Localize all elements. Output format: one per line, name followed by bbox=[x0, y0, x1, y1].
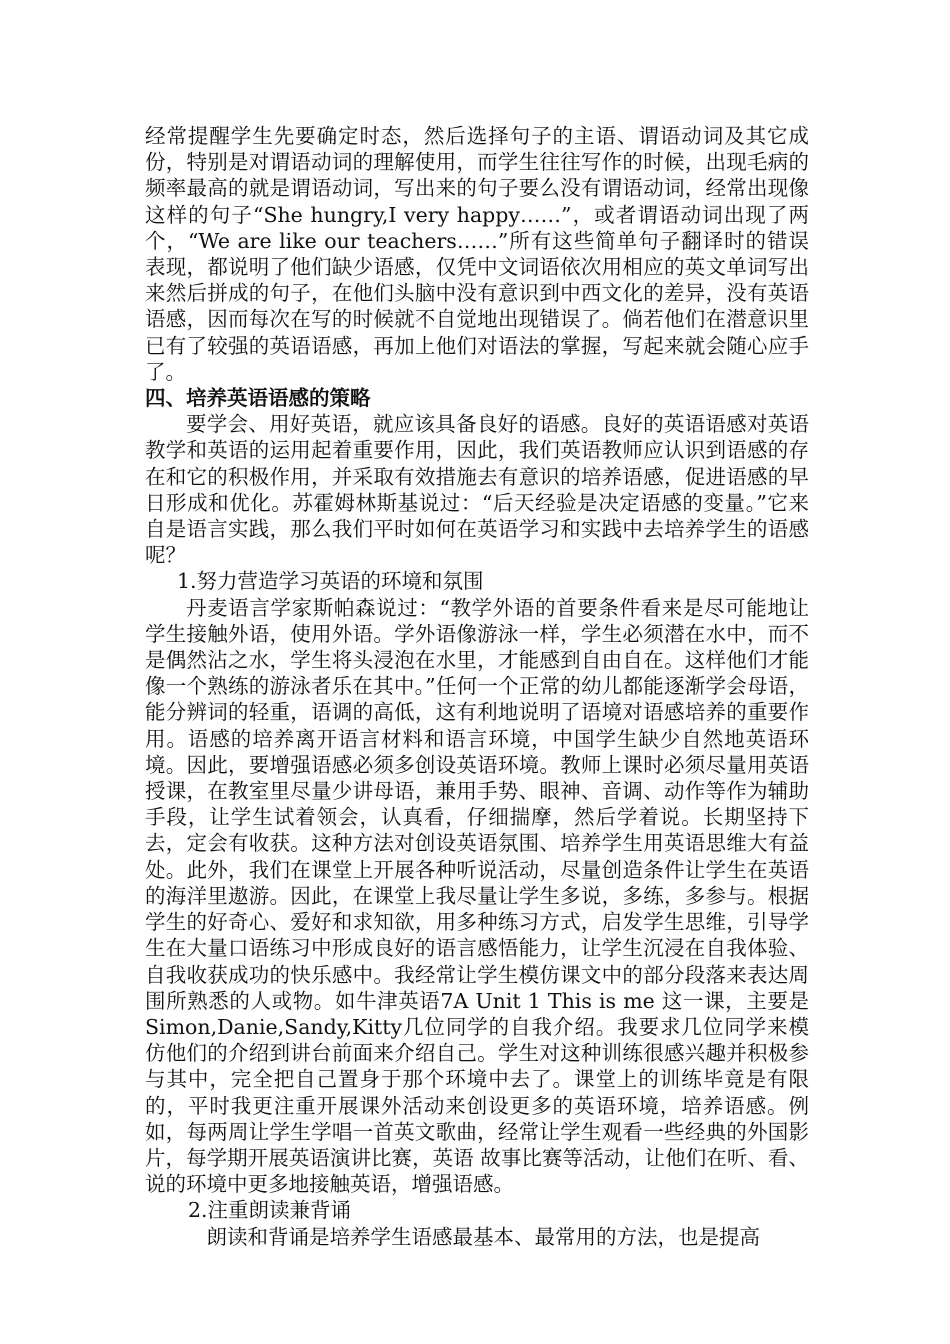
paragraph-reading: 朗读和背诵是培养学生语感最基本、最常用的方法，也是提高 bbox=[206, 1224, 760, 1249]
section-heading: 四、培养英语语感的策略 bbox=[145, 386, 371, 411]
paragraph-strategy: 要学会、用好英语，就应该具备良好的语感。良好的英语语感对英语教学和英语的运用起着重要作用，因此，我们英语教师应认识到语感的存在和它的积极作用，并采取有效措施去有意识的培养语感，促进语感的早日形成和优化。苏霍姆林斯基说过：“后天经验是决定语感的变量。”它来自是语言实践，那么我们平时如何在英语学习和实践中去培养学生的语感呢？ bbox=[145, 412, 809, 568]
document-body bbox=[145, 123, 809, 1250]
paragraph-environment: 丹麦语言学家斯帕森说过：“教学外语的首要条件看来是尽可能地让学生接触外语，使用外语。学外语像游泳一样，学生必须潜在水中，而不是偶然沾之水，学生将头浸泡在水里，才能感到自由自在。这样他们才能像一个熟练的游泳者乐在其中。”任何一个正常的幼儿都能逐渐学会母语，能分辨词的轻重，语调的高低，这有利地说明了语境对语感培养的重要作用。语感的培养离开语言材料和语言环境，中国学生缺少自然地英语环境。因此，要增强语感必须多创设英语环境。教师上课时必须尽量用英语授课，在教室里尽量少讲母语，兼用手势、眼神、音调、动作等作为辅助手段，让学生试着领会，认真看，仔细揣摩，然后学着说。长期坚持下去，定会有收获。这种方法对创设英语氛围、培养学生用英语思维大有益处。此外，我们在课堂上开展各种听说活动，尽量创造条件让学生在英语的海洋里遨游。因此，在课堂上我尽量让学生多说，多练，多参与。根据学生的好奇心、爱好和求知欲，用多种练习方式，启发学生思维，引导学生在大量口语练习中形成良好的语言感悟能力，让学生沉浸在自我体验、自我收获成功的快乐感中。我经常让学生模仿课文中的部分段落来表达周围所熟悉的人或物。如牛津英语7A Unit 1 This is me 这一课，主要是Simon,Danie,Sandy,Kitty几位同学的自我介绍。我要求几位同学来模仿他们的介绍到讲台前面来介绍自己。学生对这种训练很感兴趣并积极参与其中，完全把自己置身于那个环境中去了。课堂上的训练毕竟是有限的，平时我更注重开展课外活动来创设更多的英语环境，培养语感。例如，每两周让学生学唱一首英文歌曲，经常让学生观看一些经典的外国影片，每学期开展英语演讲比赛，英语 故事比赛等活动，让他们在听、看、说的环境中更多地接触英语，增强语感。 bbox=[145, 595, 809, 1197]
subheading-reading: 2.注重朗读兼背诵 bbox=[188, 1198, 352, 1223]
paragraph-intro: 经常提醒学生先要确定时态，然后选择句子的主语、谓语动词及其它成份，特别是对谓语动词的理解使用，而学生往往写作的时候，出现毛病的频率最高的就是谓语动词，写出来的句子要么没有谓语动词，经常出现像这样的句子“She hungry,I very happy……”，或者谓语动词出现了两个，“We are like our teachers……”所有这些简单句子翻译时的错误表现，都说明了他们缺少语感，仅凭中文词语依次用相应的英文单词写出来然后拼成的句子，在他们头脑中没有意识到中西文化的差异，没有英语语感，因而每次在写的时候就不自觉地出现错误了。倘若他们在潜意识里已有了较强的英语语感，再加上他们对语法的掌握，写起来就会随心应手了。 bbox=[145, 124, 809, 384]
subheading-environment: 1.努力营造学习英语的环境和氛围 bbox=[177, 569, 484, 594]
